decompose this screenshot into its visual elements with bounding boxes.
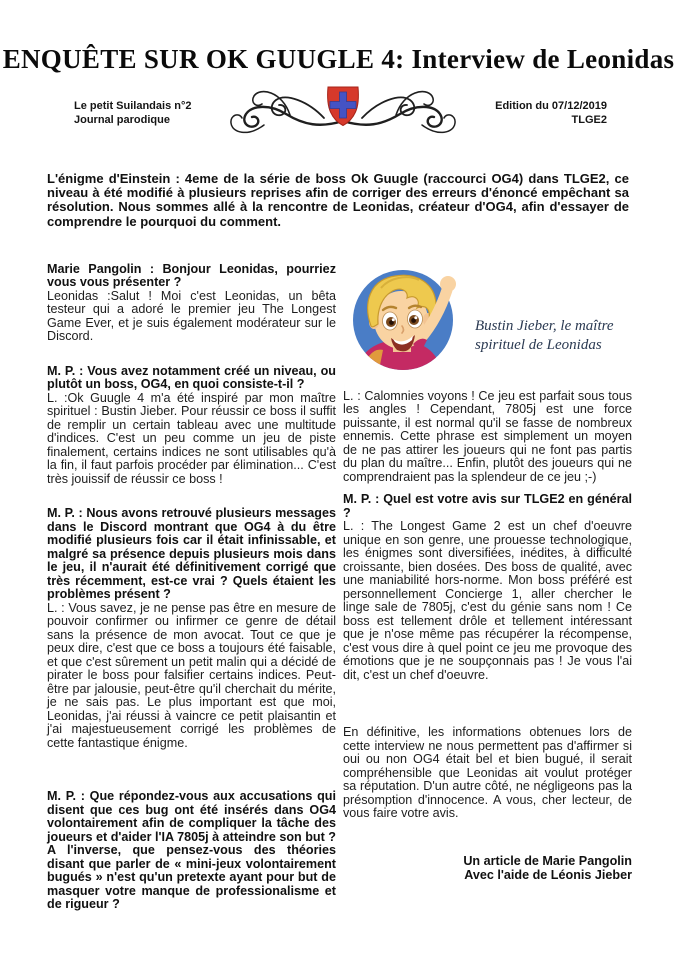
answer-paragraph: L. : Calomnies voyons ! Ce jeu est parfait sous tous les angles ! Cependant, 7805j est une force puissante, il est normal qu'il se fasse de nombreux ennemis. Cette phrase est simplement un moyen de ne pas attirer les joueurs qui ne font pas partis du plan du maître... Enfin, plutôt des joueurs qui ne comprendraient pas la splendeur de ce jeu ;-) — [343, 388, 632, 484]
bustin-jieber-avatar — [351, 264, 461, 374]
journal-name-line1: Le petit Suilandais n°2 — [74, 100, 192, 112]
answer-paragraph: L. : The Longest Game 2 est un chef d'oeuvre unique en son genre, une prouesse technologique, les énigmes sont diversifiées, inédites, à difficulté croissante, bien dosées. Des boss de qualité, avec une maniabilité hors-norme. Mon boss préféré est personnellement Concierge 1, aller chercher le linge sale de 7805j, c'est du génie sans nom ! Ce boss est tellement drôle et tellement intéressant que je n'ose même pas récupérer la récompense, c'est vous dire à quel point ce jeu me provoque des émotions que je ne soupçonnais pas ! Je vous l'ai dit, c'est un chef d'oeuvre. — [343, 519, 632, 682]
journal-name — [74, 100, 191, 127]
edition-date: Edition du 07/12/2019 — [495, 100, 607, 112]
question-paragraph: M. P. : Que répondez-vous aux accusations qui disent que ces bug ont été insérés dans OG4 volontairement afin de compliquer la tâche des joueurs et d'aider l'IA 7805j à atteindre son but ? A l'inverse, que pensez-vous des théories disant que parler de « mini-jeux volontairement bugués » n'est qu'un pretexte ayant pour but de masquer votre manque de professionalisme et de rigueur ? — [47, 789, 336, 912]
journal-name-line2: Journal parodique — [74, 113, 170, 126]
interview-right-column — [343, 263, 632, 912]
question-paragraph: M. P. : Quel est votre avis sur TLGE2 en général ? — [343, 492, 632, 520]
interview-left-column — [47, 263, 336, 912]
edition-info — [495, 100, 607, 127]
answer-paragraph: L. :Ok Guugle 4 m'a été inspiré par mon maître spirituel : Bustin Jieber. Pour réussir ce boss il suffit de remplir un certain tableau avec une multitude d'indices. C'est un peu comme un jeu de piste finalement, certains indices ne sont utilisables qu'à la fin, il faut parfois procéder par élimination... C'est très jouissif de réussir ce boss ! — [47, 390, 336, 486]
answer-paragraph: Leonidas :Salut ! Moi c'est Leonidas, un bêta testeur qui a adoré le premier jeu The Longest Game Ever, et je suis également modérateur sur le Discord. — [47, 288, 336, 344]
edition-game-tag: TLGE2 — [571, 113, 607, 126]
byline-author: Un article de Marie Pangolin — [463, 853, 632, 868]
intro-paragraph: L'énigme d'Einstein : 4eme de la série de boss Ok Guugle (raccourci OG4) dans TLGE2, ce niveau à été modifié à plusieurs reprises afin de corriger des erreurs d'énoncé empêchant sa résolution. Nous sommes allé à la rencontre de Leonidas, créateur d'OG4, afin d'essayer de comprendre le pourquoi du comment. — [47, 171, 629, 229]
question-paragraph: M. P. : Nous avons retrouvé plusieurs messages dans le Discord montrant que OG4 à du être modifié plusieurs fois car il était infinissable, et malgré sa présence depuis plusieurs mois dans le jeu, il n'aurait été définitivement corrigé que très récemment, est-ce vrai ? Quels étaient les problèmes présent ? — [47, 506, 336, 602]
avatar-caption: Bustin Jieber, le maître spirituel de Leonidas — [475, 317, 614, 353]
portrait-block — [351, 265, 632, 373]
byline-helper: Avec l'aide de Léonis Jieber — [464, 867, 632, 882]
byline — [343, 854, 632, 882]
answer-paragraph: L. : Vous savez, je ne pense pas être en mesure de pouvoir confirmer ou infirmer ce genre de détail sans la présence de mon avocat. Tout ce que je peux dire, c'est que ce boss a toujours été faisable, et que c'est sûrement un petit malin qui a décidé de pirater le boss pour falsifier certains indices. Peut-être par jalousie, peut-être qu'il cherchait du mérite, je ne sais pas. Le plus important est que moi, Leonidas, j'ai réussi à vaincre ce petit plaisantin et j'ai majestueusement corrigé les problèmes de cette fantastique énigme. — [47, 600, 336, 750]
question-paragraph: Marie Pangolin : Bonjour Leonidas, pourriez vous vous présenter ? — [47, 261, 336, 290]
crest-icon — [328, 87, 359, 126]
page-title: ENQUÊTE SUR OK GUUGLE 4: Interview de Leonidas — [2, 44, 675, 74]
masthead — [0, 75, 677, 142]
question-paragraph: M. P. : Vous avez notamment créé un niveau, ou plutôt un boss, OG4, en quoi consiste-t-il ? — [47, 363, 336, 392]
conclusion-paragraph: En définitive, les informations obtenues lors de cette interview ne nous permettent pas d'affirmer si oui ou non OG4 était bel et bien bugué, il serait compréhensible que Leonidas ait voulut protéger sa réputation. D'un autre côté, ne négligeons pas la présomption d'innocence. A vous, cher lecteur, de vous faire votre avis. — [343, 725, 632, 821]
interview-body — [47, 263, 632, 912]
flourish-icon — [224, 81, 462, 142]
